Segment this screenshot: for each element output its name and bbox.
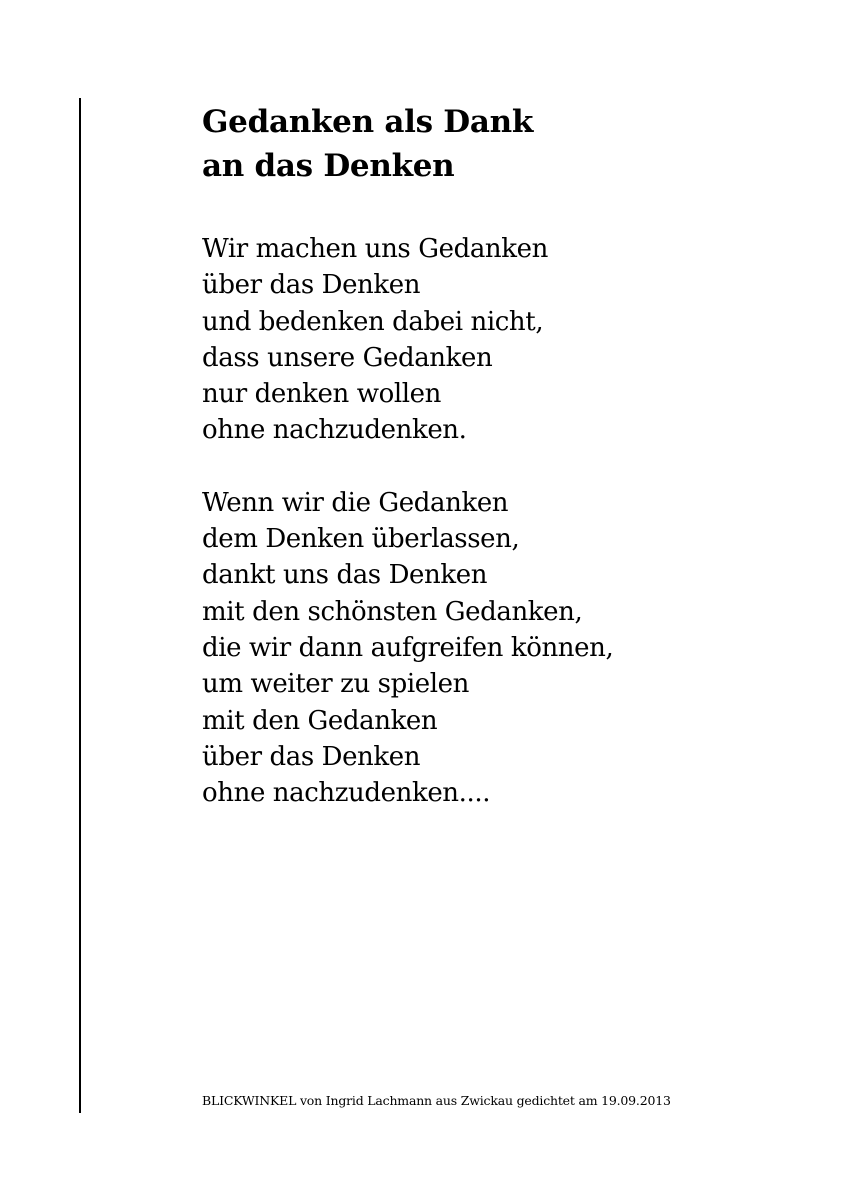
verse-line: ohne nachzudenken. (202, 415, 467, 446)
title-line: an das Denken (202, 148, 455, 184)
verse-line: Wenn wir die Gedanken (202, 487, 509, 518)
stanza-1 (202, 231, 802, 449)
poem (202, 100, 802, 811)
margin-rule (79, 98, 81, 1113)
verse-line: Wir machen uns Gedanken (202, 234, 548, 264)
verse-line: über das Denken (202, 270, 421, 301)
stanza-2 (202, 485, 802, 812)
footer-credit: BLICKWINKEL von Ingrid Lachmann aus Zwickau gedichtet am 19.09.2013 (202, 1093, 671, 1108)
poem-title (202, 100, 802, 188)
verse-line: und bedenken dabei nicht, (202, 306, 544, 337)
verse-line: dass unsere Gedanken (202, 342, 493, 373)
verse-line: ohne nachzudenken.... (202, 778, 491, 809)
verse-line: um weiter zu spielen (202, 669, 469, 700)
title-line: Gedanken als Dank (202, 104, 534, 140)
verse-line: dankt uns das Denken (202, 560, 488, 591)
verse-line: nur denken wollen (202, 379, 441, 410)
verse-line: mit den schönsten Gedanken, (202, 596, 583, 627)
verse-line: über das Denken (202, 741, 421, 772)
verse-line: dem Denken überlassen, (202, 524, 520, 555)
verse-line: die wir dann aufgreifen können, (202, 632, 614, 663)
verse-line: mit den Gedanken (202, 705, 438, 736)
